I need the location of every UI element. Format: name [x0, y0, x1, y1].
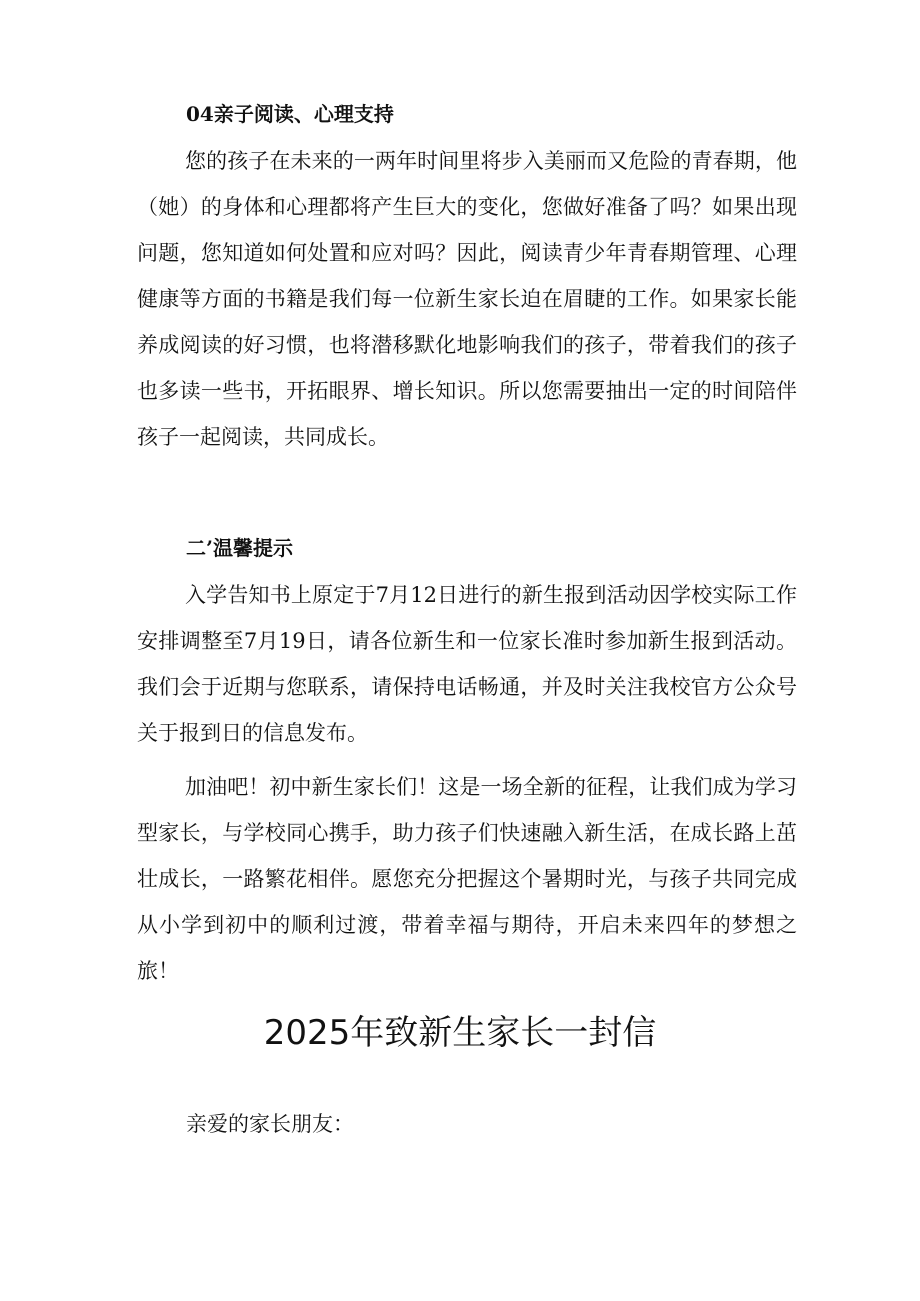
paragraph-warm-reminder: 入学告知书上原定于7月12日进行的新生报到活动因学校实际工作安排调整至7月19日，请各位新生和一位家长准时参加新生报到活动。我们会于近期与您联系，请保持电话畅通，并及时关注我校官方公众号关于报到日的信息发布。	[137, 583, 797, 745]
paragraph-closing-encouragement: 加油吧！初中新生家长们！这是一场全新的征程，让我们成为学习型家长，与学校同心携手，助力孩子们快速融入新生活，在成长路上茁壮成长，一路繁花相伴。愿您充分把握这个暑期时光，与孩子共同完成从小学到初中的顺利过渡，带着幸福与期待，开启未来四年的梦想之旅！	[137, 775, 797, 983]
letter-salutation: 亲爱的家长朋友：	[186, 1112, 354, 1136]
section-heading-parent-reading: 04亲子阅读、心理支持	[186, 102, 394, 126]
section-heading-warm-reminder: 二’温馨提示	[186, 536, 293, 560]
paragraph-parent-reading: 您的孩子在未来的一两年时间里将步入美丽而又危险的青春期，他（她）的身体和心理都将产生巨大的变化，您做好准备了吗？如果出现问题，您知道如何处置和应对吗？因此，阅读青少年青春期管理、心理健康等方面的书籍是我们每一位新生家长迫在眉睫的工作。如果家长能养成阅读的好习惯，也将潜移默化地影响我们的孩子，带着我们的孩子也多读一些书，开拓眼界、增长知识。所以您需要抽出一定的时间陪伴孩子一起阅读，共同成长。	[137, 149, 797, 449]
letter-title: 2025年致新生家长一封信	[263, 1013, 657, 1053]
